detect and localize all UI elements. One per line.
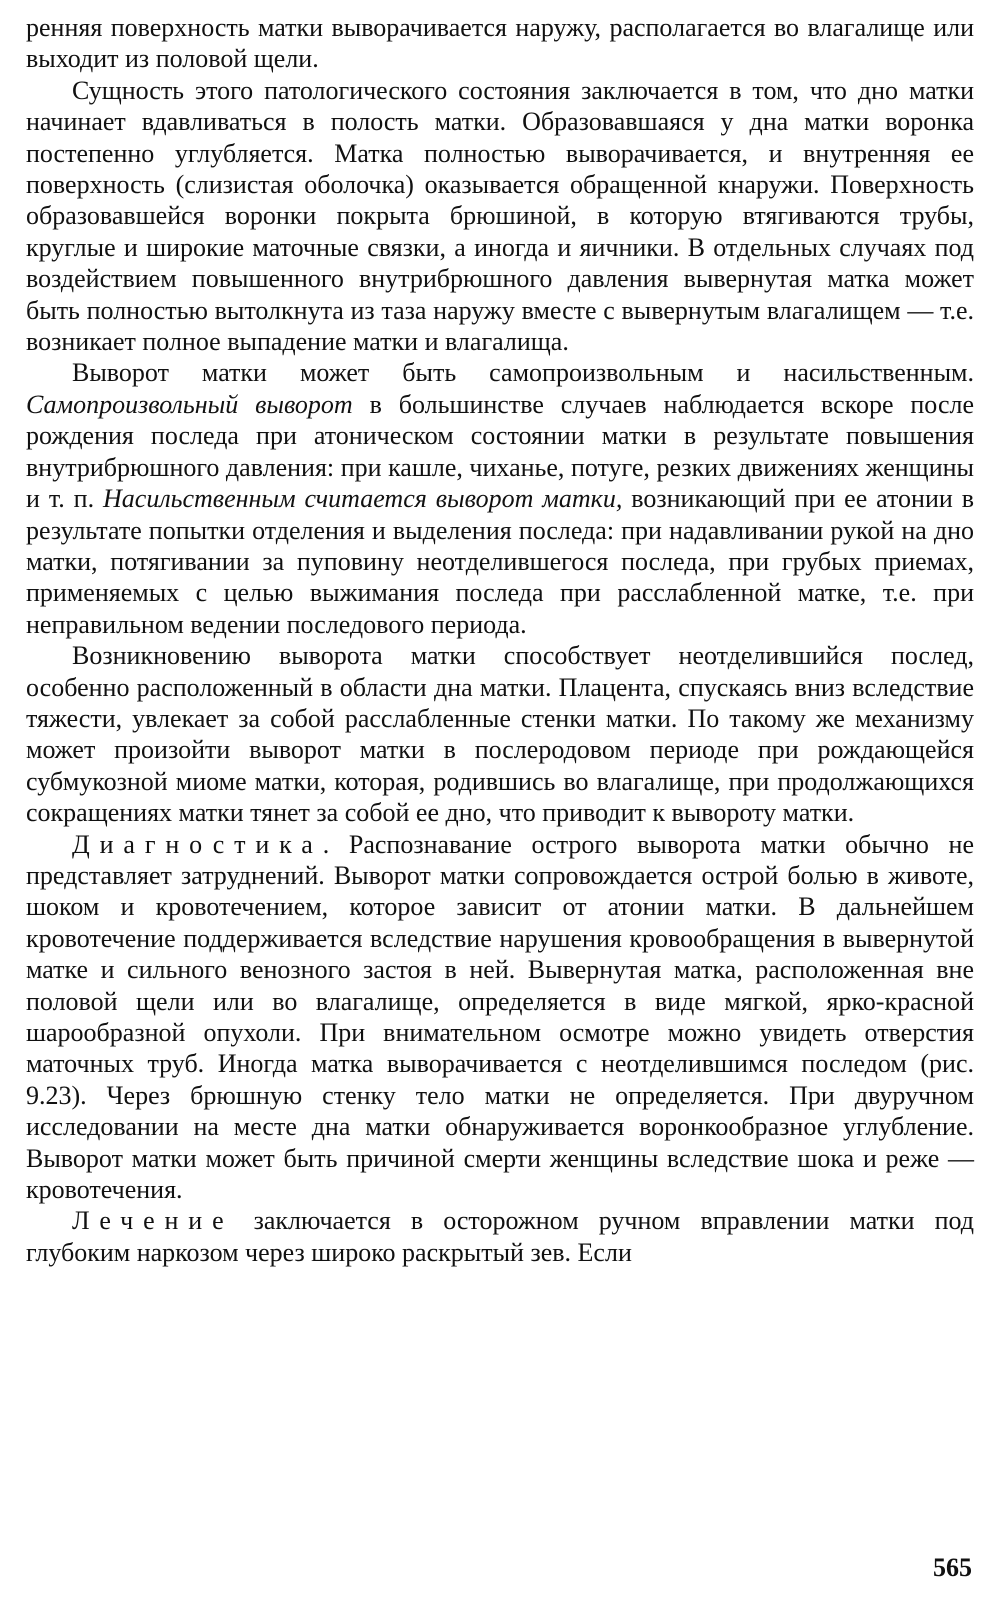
- paragraph-essence: Сущность этого патологического состояния заключается в том, что дно матки начинает вдавливаться в полость матки. Образовавшаяся у дна матки воронка постепенно углубляется. Матка полностью выворачивается, и внутренняя ее поверхность (слизистая оболочка) оказывается обращенной кнаружи. Поверхность образовавшейся воронки покрыта брюшиной, в которую втягиваются трубы, круглые и широкие маточные связки, а иногда и яичники. В отдельных случаях под воздействием повышенного внутрибрюшного давления вывернутая матка может быть полностью вытолкнута из таза наружу вместе с вывернутым влагалищем — т.е. возникает полное выпадение матки и влагалища.: [26, 75, 974, 357]
- section-heading-diagnostics: Диагностика: [72, 829, 323, 859]
- page-body: [26, 12, 974, 1268]
- text-span: возникающий при ее атонии в результате попытки отделения и выделения последа: при надавливании рукой на дно матки, потягивании за пуповину неотделившегося последа, при грубых приемах, применяемых с целью выжимания последа при расслабленной матке, т.е. при неправильном ведении последового периода.: [26, 484, 974, 639]
- paragraph-types: [26, 357, 974, 640]
- section-heading-treatment: Лечение: [72, 1206, 234, 1236]
- paragraph-treatment: [26, 1205, 974, 1268]
- text-span: Выворот матки может быть самопроизвольным и насильственным.: [72, 358, 974, 388]
- paragraph-diagnostics: [26, 829, 974, 1206]
- text-span: . Распознавание острого выворота матки обычно не представляет затруднений. Выворот матки сопровождается острой болью в животе, шоком и кровотечением, которое зависит от атонии матки. В дальнейшем кровотечение поддерживается вследствие нарушения кровообращения в вывернутой матке и сильного венозного застоя в ней. Вывернутая матка, расположенная вне половой щели или во влагалище, определяется в виде мягкой, ярко-красной шарообразной опухоли. При внимательном осмотре можно увидеть отверстия маточных труб. Иногда матка выворачивается с неотделившимся последом (рис. 9.23). Через брюшную стенку тело матки не определяется. При двуручном исследовании на месте дна матки обнаруживается воронкообразное углубление. Выворот матки может быть причиной смерти женщины вследствие шока и реже — кровотечения.: [26, 829, 974, 1205]
- term-spontaneous: Самопроизвольный выворот: [26, 389, 353, 419]
- page-number: 565: [933, 1553, 972, 1582]
- paragraph-continuation: ренняя поверхность матки выворачивается наружу, располагается во влагалище или выходит из половой щели.: [26, 13, 974, 74]
- paragraph-causes: Возникновению выворота матки способствует неотделившийся послед, особенно расположенный в области дна матки. Плацента, спускаясь вниз вследствие тяжести, увлекает за собой расслабленные стенки матки. По такому же механизму может произойти выворот матки в послеродовом периоде при рождающейся субмукозной миоме матки, которая, родившись во влагалище, при продолжающихся сокращениях матки тянет за собой ее дно, что приводит к вывороту матки.: [26, 641, 974, 828]
- term-forced: Насильственным считается выворот матки,: [103, 484, 623, 514]
- text-span: в большинстве случаев наблюдается вскоре после рождения последа при атоническом состоянии матки в результате повышения внутрибрюшного давления: при кашле, чиханье, потуге, резких движениях женщины и т. п.: [26, 389, 975, 514]
- text-span: заключается в осторожном ручном вправлении матки под глубоким наркозом через широко раскрытый зев. Если: [26, 1206, 974, 1267]
